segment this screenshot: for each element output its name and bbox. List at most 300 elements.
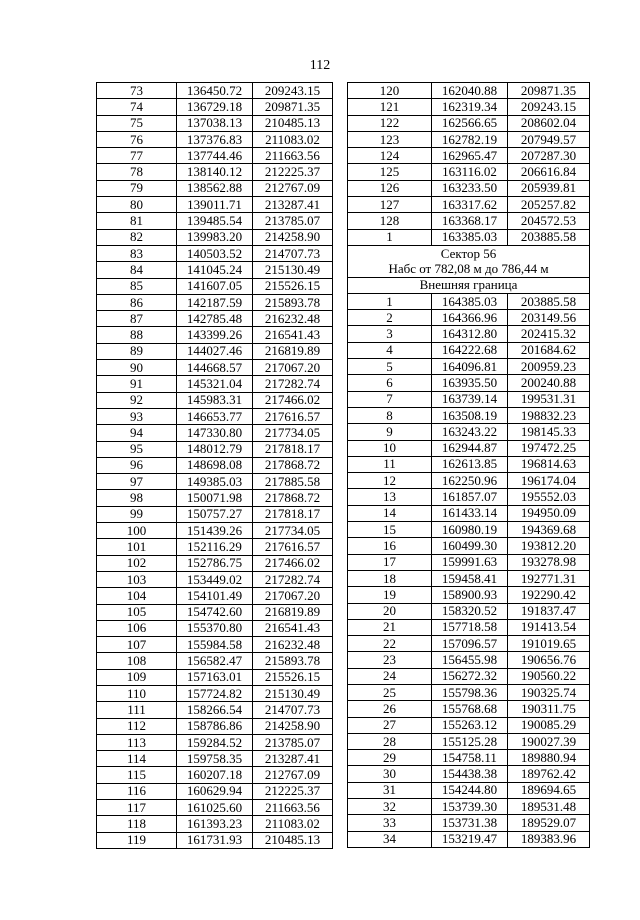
table-row [348,766,590,782]
x-coordinate-cell: 162040.88 [432,83,508,99]
point-number-cell: 106 [97,620,177,636]
x-coordinate-cell: 153739.30 [432,799,508,815]
x-coordinate-cell: 161393.23 [177,816,253,832]
x-coordinate-cell: 161731.93 [177,832,253,848]
x-coordinate-cell: 164366.96 [432,310,508,326]
table-row [97,718,333,734]
point-number-cell: 19 [348,587,432,603]
point-number-cell: 16 [348,538,432,554]
y-coordinate-cell: 217818.17 [253,506,333,522]
table-row [348,652,590,668]
table-row [348,180,590,196]
point-number-cell: 12 [348,473,432,489]
y-coordinate-cell: 190085.29 [508,717,590,733]
x-coordinate-cell: 156582.47 [177,653,253,669]
table-row [97,800,333,816]
y-coordinate-cell: 194369.68 [508,522,590,538]
point-number-cell: 82 [97,229,177,245]
point-number-cell: 119 [97,832,177,848]
table-row [97,523,333,539]
x-coordinate-cell: 150071.98 [177,490,253,506]
point-number-cell: 24 [348,668,432,684]
point-number-cell: 126 [348,180,432,196]
y-coordinate-cell: 212767.09 [253,767,333,783]
y-coordinate-cell: 203149.56 [508,310,590,326]
sector-heading: Сектор 56 [348,245,590,261]
point-number-cell: 105 [97,604,177,620]
y-coordinate-cell: 200240.88 [508,375,590,391]
table-row [97,115,333,131]
table-row [348,636,590,652]
point-number-cell: 86 [97,294,177,310]
point-number-cell: 128 [348,213,432,229]
x-coordinate-cell: 162613.85 [432,456,508,472]
table-row [348,375,590,391]
table-row [348,587,590,603]
table-row [97,555,333,571]
y-coordinate-cell: 202415.32 [508,326,590,342]
table-row [97,148,333,164]
point-number-cell: 9 [348,424,432,440]
y-coordinate-cell: 189383.96 [508,831,590,847]
y-coordinate-cell: 211083.02 [253,131,333,147]
boundary-heading: Внешняя граница [348,277,590,293]
y-coordinate-cell: 207949.57 [508,131,590,147]
y-coordinate-cell: 214258.90 [253,229,333,245]
point-number-cell: 127 [348,197,432,213]
table-row [97,327,333,343]
table-row [348,554,590,570]
y-coordinate-cell: 212225.37 [253,783,333,799]
y-coordinate-cell: 200959.23 [508,359,590,375]
point-number-cell: 91 [97,376,177,392]
table-row [97,262,333,278]
table-row [348,229,590,245]
y-coordinate-cell: 192290.42 [508,587,590,603]
y-coordinate-cell: 217885.58 [253,474,333,490]
x-coordinate-cell: 152786.75 [177,555,253,571]
point-number-cell: 121 [348,99,432,115]
y-coordinate-cell: 216232.48 [253,311,333,327]
y-coordinate-cell: 196174.04 [508,473,590,489]
x-coordinate-cell: 162250.96 [432,473,508,489]
point-number-cell: 110 [97,685,177,701]
x-coordinate-cell: 159458.41 [432,570,508,586]
x-coordinate-cell: 139011.71 [177,197,253,213]
point-number-cell: 33 [348,815,432,831]
x-coordinate-cell: 161433.14 [432,505,508,521]
point-number-cell: 123 [348,131,432,147]
table-row [348,717,590,733]
point-number-cell: 88 [97,327,177,343]
y-coordinate-cell: 192771.31 [508,570,590,586]
point-number-cell: 118 [97,816,177,832]
x-coordinate-cell: 158320.52 [432,603,508,619]
y-coordinate-cell: 217466.02 [253,392,333,408]
point-number-cell: 74 [97,99,177,115]
point-number-cell: 81 [97,213,177,229]
x-coordinate-cell: 161025.60 [177,800,253,816]
height-range: Набс от 782,08 м до 786,44 м [348,261,590,277]
table-row [97,685,333,701]
table-row [97,539,333,555]
point-number-cell: 18 [348,570,432,586]
table-row [97,245,333,261]
x-coordinate-cell: 149385.03 [177,474,253,490]
table-row [348,522,590,538]
x-coordinate-cell: 162965.47 [432,148,508,164]
table-row [348,148,590,164]
y-coordinate-cell: 190311.75 [508,701,590,717]
point-number-cell: 3 [348,326,432,342]
x-coordinate-cell: 164312.80 [432,326,508,342]
point-number-cell: 87 [97,311,177,327]
point-number-cell: 103 [97,571,177,587]
point-number-cell: 17 [348,554,432,570]
table-row [97,278,333,294]
y-coordinate-cell: 196814.63 [508,456,590,472]
y-coordinate-cell: 214707.73 [253,245,333,261]
table-row [97,392,333,408]
table-row [97,164,333,180]
y-coordinate-cell: 189880.94 [508,750,590,766]
x-coordinate-cell: 163508.19 [432,407,508,423]
point-number-cell: 2 [348,310,432,326]
table-row [97,490,333,506]
point-number-cell: 22 [348,636,432,652]
y-coordinate-cell: 210485.13 [253,832,333,848]
x-coordinate-cell: 163385.03 [432,229,508,245]
y-coordinate-cell: 215893.78 [253,294,333,310]
y-coordinate-cell: 212225.37 [253,164,333,180]
table-row [348,456,590,472]
coordinates-table-right [347,82,590,848]
table-row [348,440,590,456]
y-coordinate-cell: 214258.90 [253,718,333,734]
x-coordinate-cell: 158900.93 [432,587,508,603]
point-number-cell: 8 [348,407,432,423]
x-coordinate-cell: 153731.38 [432,815,508,831]
table-row [348,603,590,619]
table-row [97,604,333,620]
table-row [348,131,590,147]
table-row [97,588,333,604]
point-number-cell: 114 [97,751,177,767]
point-number-cell: 93 [97,408,177,424]
table-row [97,669,333,685]
point-number-cell: 117 [97,800,177,816]
x-coordinate-cell: 155263.12 [432,717,508,733]
y-coordinate-cell: 215893.78 [253,653,333,669]
table-row [97,197,333,213]
x-coordinate-cell: 162319.34 [432,99,508,115]
point-number-cell: 112 [97,718,177,734]
y-coordinate-cell: 215130.49 [253,685,333,701]
point-number-cell: 75 [97,115,177,131]
y-coordinate-cell: 217616.57 [253,408,333,424]
y-coordinate-cell: 217067.20 [253,360,333,376]
table-row [348,619,590,635]
point-number-cell: 90 [97,360,177,376]
x-coordinate-cell: 148012.79 [177,441,253,457]
point-number-cell: 79 [97,180,177,196]
y-coordinate-cell: 201684.62 [508,342,590,358]
y-coordinate-cell: 211663.56 [253,148,333,164]
point-number-cell: 116 [97,783,177,799]
y-coordinate-cell: 205939.81 [508,180,590,196]
x-coordinate-cell: 146653.77 [177,408,253,424]
point-number-cell: 10 [348,440,432,456]
x-coordinate-cell: 154101.49 [177,588,253,604]
point-number-cell: 80 [97,197,177,213]
point-number-cell: 83 [97,245,177,261]
table-row [97,637,333,653]
table-row [97,832,333,848]
y-coordinate-cell: 217868.72 [253,490,333,506]
y-coordinate-cell: 217818.17 [253,441,333,457]
x-coordinate-cell: 162944.87 [432,440,508,456]
point-number-cell: 32 [348,799,432,815]
table-row [348,293,590,309]
table-row [348,99,590,115]
height-range-row [348,261,590,277]
x-coordinate-cell: 145321.04 [177,376,253,392]
point-number-cell: 109 [97,669,177,685]
x-coordinate-cell: 154758.11 [432,750,508,766]
table-row [97,83,333,99]
point-number-cell: 101 [97,539,177,555]
point-number-cell: 4 [348,342,432,358]
y-coordinate-cell: 215130.49 [253,262,333,278]
table-row [97,408,333,424]
table-row [97,767,333,783]
y-coordinate-cell: 189531.48 [508,799,590,815]
point-number-cell: 78 [97,164,177,180]
y-coordinate-cell: 217734.05 [253,425,333,441]
sector-heading-row [348,245,590,261]
y-coordinate-cell: 198832.23 [508,407,590,423]
x-coordinate-cell: 139485.54 [177,213,253,229]
x-coordinate-cell: 155984.58 [177,637,253,653]
point-number-cell: 28 [348,733,432,749]
x-coordinate-cell: 164222.68 [432,342,508,358]
y-coordinate-cell: 190560.22 [508,668,590,684]
point-number-cell: 77 [97,148,177,164]
x-coordinate-cell: 136729.18 [177,99,253,115]
x-coordinate-cell: 156455.98 [432,652,508,668]
y-coordinate-cell: 189762.42 [508,766,590,782]
y-coordinate-cell: 217868.72 [253,457,333,473]
table-row [97,343,333,359]
x-coordinate-cell: 154438.38 [432,766,508,782]
x-coordinate-cell: 160980.19 [432,522,508,538]
point-number-cell: 124 [348,148,432,164]
y-coordinate-cell: 216819.89 [253,604,333,620]
y-coordinate-cell: 216541.43 [253,327,333,343]
table-row [97,506,333,522]
point-number-cell: 95 [97,441,177,457]
x-coordinate-cell: 159758.35 [177,751,253,767]
point-number-cell: 99 [97,506,177,522]
x-coordinate-cell: 148698.08 [177,457,253,473]
x-coordinate-cell: 157724.82 [177,685,253,701]
x-coordinate-cell: 137376.83 [177,131,253,147]
y-coordinate-cell: 217282.74 [253,571,333,587]
table-row [97,702,333,718]
table-row [97,734,333,750]
point-number-cell: 73 [97,83,177,99]
point-number-cell: 100 [97,523,177,539]
y-coordinate-cell: 191019.65 [508,636,590,652]
point-number-cell: 120 [348,83,432,99]
x-coordinate-cell: 163935.50 [432,375,508,391]
point-number-cell: 6 [348,375,432,391]
point-number-cell: 5 [348,359,432,375]
table-row [97,751,333,767]
x-coordinate-cell: 155125.28 [432,733,508,749]
point-number-cell: 14 [348,505,432,521]
table-row [97,213,333,229]
point-number-cell: 94 [97,425,177,441]
table-row [97,571,333,587]
coordinates-table-left [96,82,333,849]
point-number-cell: 23 [348,652,432,668]
y-coordinate-cell: 207287.30 [508,148,590,164]
point-number-cell: 89 [97,343,177,359]
x-coordinate-cell: 142785.48 [177,311,253,327]
x-coordinate-cell: 160499.30 [432,538,508,554]
point-number-cell: 98 [97,490,177,506]
x-coordinate-cell: 153449.02 [177,571,253,587]
x-coordinate-cell: 154244.80 [432,782,508,798]
table-row [348,115,590,131]
y-coordinate-cell: 216819.89 [253,343,333,359]
x-coordinate-cell: 151439.26 [177,523,253,539]
x-coordinate-cell: 163368.17 [432,213,508,229]
table-row [97,457,333,473]
y-coordinate-cell: 209243.15 [253,83,333,99]
point-number-cell: 125 [348,164,432,180]
y-coordinate-cell: 204572.53 [508,213,590,229]
x-coordinate-cell: 144027.46 [177,343,253,359]
y-coordinate-cell: 216232.48 [253,637,333,653]
y-coordinate-cell: 209871.35 [508,83,590,99]
table-row [348,831,590,847]
x-coordinate-cell: 161857.07 [432,489,508,505]
table-row [97,441,333,457]
y-coordinate-cell: 208602.04 [508,115,590,131]
x-coordinate-cell: 157718.58 [432,619,508,635]
y-coordinate-cell: 189529.07 [508,815,590,831]
table-row [348,701,590,717]
point-number-cell: 85 [97,278,177,294]
table-row [348,733,590,749]
y-coordinate-cell: 212767.09 [253,180,333,196]
y-coordinate-cell: 213287.41 [253,197,333,213]
table-row [348,359,590,375]
y-coordinate-cell: 217282.74 [253,376,333,392]
point-number-cell: 20 [348,603,432,619]
y-coordinate-cell: 193812.20 [508,538,590,554]
y-coordinate-cell: 215526.15 [253,278,333,294]
table-row [97,474,333,490]
x-coordinate-cell: 141045.24 [177,262,253,278]
point-number-cell: 102 [97,555,177,571]
x-coordinate-cell: 147330.80 [177,425,253,441]
table-row [97,620,333,636]
table-row [348,505,590,521]
y-coordinate-cell: 217466.02 [253,555,333,571]
x-coordinate-cell: 163116.02 [432,164,508,180]
y-coordinate-cell: 198145.33 [508,424,590,440]
y-coordinate-cell: 213287.41 [253,751,333,767]
y-coordinate-cell: 194950.09 [508,505,590,521]
x-coordinate-cell: 150757.27 [177,506,253,522]
x-coordinate-cell: 138140.12 [177,164,253,180]
y-coordinate-cell: 191413.54 [508,619,590,635]
y-coordinate-cell: 197472.25 [508,440,590,456]
x-coordinate-cell: 162782.19 [432,131,508,147]
table-row [348,213,590,229]
page-number: 112 [309,58,331,73]
table-row [348,815,590,831]
table-row [348,799,590,815]
point-number-cell: 29 [348,750,432,766]
x-coordinate-cell: 154742.60 [177,604,253,620]
x-coordinate-cell: 163243.22 [432,424,508,440]
point-number-cell: 13 [348,489,432,505]
point-number-cell: 27 [348,717,432,733]
point-number-cell: 31 [348,782,432,798]
x-coordinate-cell: 159991.63 [432,554,508,570]
y-coordinate-cell: 190027.39 [508,733,590,749]
table-row [97,783,333,799]
y-coordinate-cell: 199531.31 [508,391,590,407]
point-number-cell: 7 [348,391,432,407]
x-coordinate-cell: 137038.13 [177,115,253,131]
y-coordinate-cell: 206616.84 [508,164,590,180]
x-coordinate-cell: 140503.52 [177,245,253,261]
point-number-cell: 30 [348,766,432,782]
point-number-cell: 76 [97,131,177,147]
point-number-cell: 26 [348,701,432,717]
point-number-cell: 92 [97,392,177,408]
point-number-cell: 108 [97,653,177,669]
table-row [97,816,333,832]
table-row [348,424,590,440]
table-row [348,326,590,342]
x-coordinate-cell: 145983.31 [177,392,253,408]
table-row [97,311,333,327]
table-row [348,310,590,326]
table-row [97,294,333,310]
y-coordinate-cell: 190656.76 [508,652,590,668]
x-coordinate-cell: 144668.57 [177,360,253,376]
table-row [97,180,333,196]
point-number-cell: 104 [97,588,177,604]
y-coordinate-cell: 193278.98 [508,554,590,570]
y-coordinate-cell: 217616.57 [253,539,333,555]
point-number-cell: 1 [348,293,432,309]
x-coordinate-cell: 153219.47 [432,831,508,847]
x-coordinate-cell: 157096.57 [432,636,508,652]
table-row [348,391,590,407]
y-coordinate-cell: 213785.07 [253,734,333,750]
table-row [348,538,590,554]
x-coordinate-cell: 138562.88 [177,180,253,196]
x-coordinate-cell: 164385.03 [432,293,508,309]
x-coordinate-cell: 160207.18 [177,767,253,783]
